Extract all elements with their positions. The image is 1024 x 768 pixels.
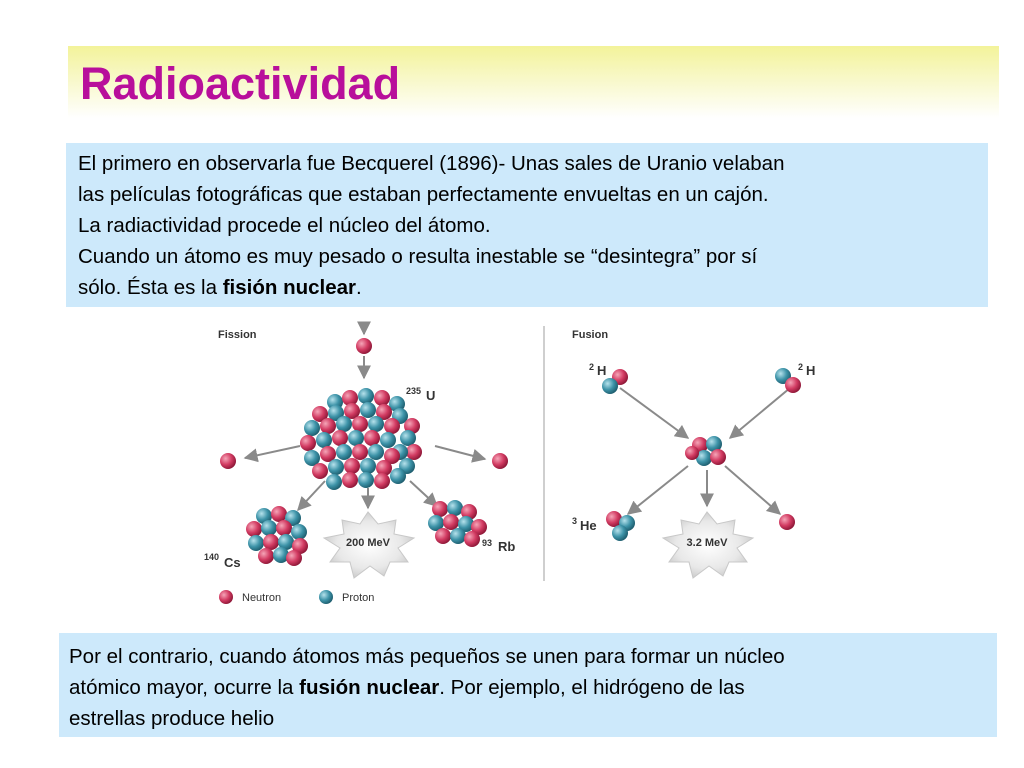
slide-title: Radioactividad xyxy=(80,58,401,109)
rb-mass: 93 xyxy=(482,538,493,548)
fusion-text-box xyxy=(59,633,997,737)
fusion-emitted-neutron xyxy=(779,514,795,530)
text-line: Cuando un átomo es muy pesado o resulta inestable se “desintegra” por sí xyxy=(78,245,758,268)
h-symbol: H xyxy=(806,363,816,378)
h-mass: 2 xyxy=(798,362,804,372)
text-line: sólo. Ésta es la fisión nuclear. xyxy=(78,276,362,299)
text-line: El primero en observarla fue Becquerel (1896)- Unas sales de Uranio velaban xyxy=(78,152,785,175)
neutron-legend-swatch xyxy=(219,590,233,604)
fission-energy-text: 200 MeV xyxy=(345,537,391,549)
h-mass: 2 xyxy=(589,362,595,372)
fission-fusion-diagram xyxy=(200,316,840,616)
fission-energy-burst xyxy=(324,512,414,578)
fusion-energy-burst xyxy=(663,512,753,578)
u-mass: 235 xyxy=(406,386,422,396)
fusion-energy-text: 3.2 MeV xyxy=(686,537,728,549)
title-bar xyxy=(68,46,999,118)
text-line: Por el contrario, cuando átomos más pequeños se unen para formar un núcleo xyxy=(69,645,785,668)
proton-legend-swatch xyxy=(319,590,333,604)
fusion-compound-nucleus xyxy=(685,436,726,466)
incoming-neutron xyxy=(356,338,372,354)
legend-neutron: Neutron xyxy=(242,592,282,604)
h-symbol: H xyxy=(597,363,607,378)
fission-term: fisión nuclear xyxy=(222,276,356,299)
he-symbol: He xyxy=(580,518,597,533)
he-mass: 3 xyxy=(572,516,578,526)
helium3-nucleus xyxy=(606,511,635,541)
fusion-label: Fusion xyxy=(572,329,609,341)
rb93-nucleus xyxy=(428,500,487,547)
fusion-term: fusión nuclear xyxy=(299,676,440,699)
emitted-neutron xyxy=(492,453,508,469)
legend-proton: Proton xyxy=(342,592,375,604)
text-line: La radiactividad procede el núcleo del átomo. xyxy=(78,214,491,237)
cs-mass: 140 xyxy=(204,552,220,562)
fission-label: Fission xyxy=(218,329,257,341)
text-line: las películas fotográficas que estaban perfectamente envueltas en un cajón. xyxy=(78,183,769,206)
cs140-nucleus xyxy=(246,506,308,566)
text-line: estrellas produce helio xyxy=(69,707,275,730)
diagram-svg xyxy=(200,316,840,616)
rb-symbol: Rb xyxy=(498,539,516,554)
diagram-legend xyxy=(219,590,374,604)
becquerel-text-box xyxy=(66,143,988,307)
text-line: atómico mayor, ocurre la fusión nuclear. Por ejemplo, el hidrógeno de las xyxy=(69,676,745,699)
emitted-neutron xyxy=(220,453,236,469)
u235-nucleus xyxy=(300,388,422,490)
cs-symbol: Cs xyxy=(224,555,241,570)
u-symbol: U xyxy=(426,388,436,403)
